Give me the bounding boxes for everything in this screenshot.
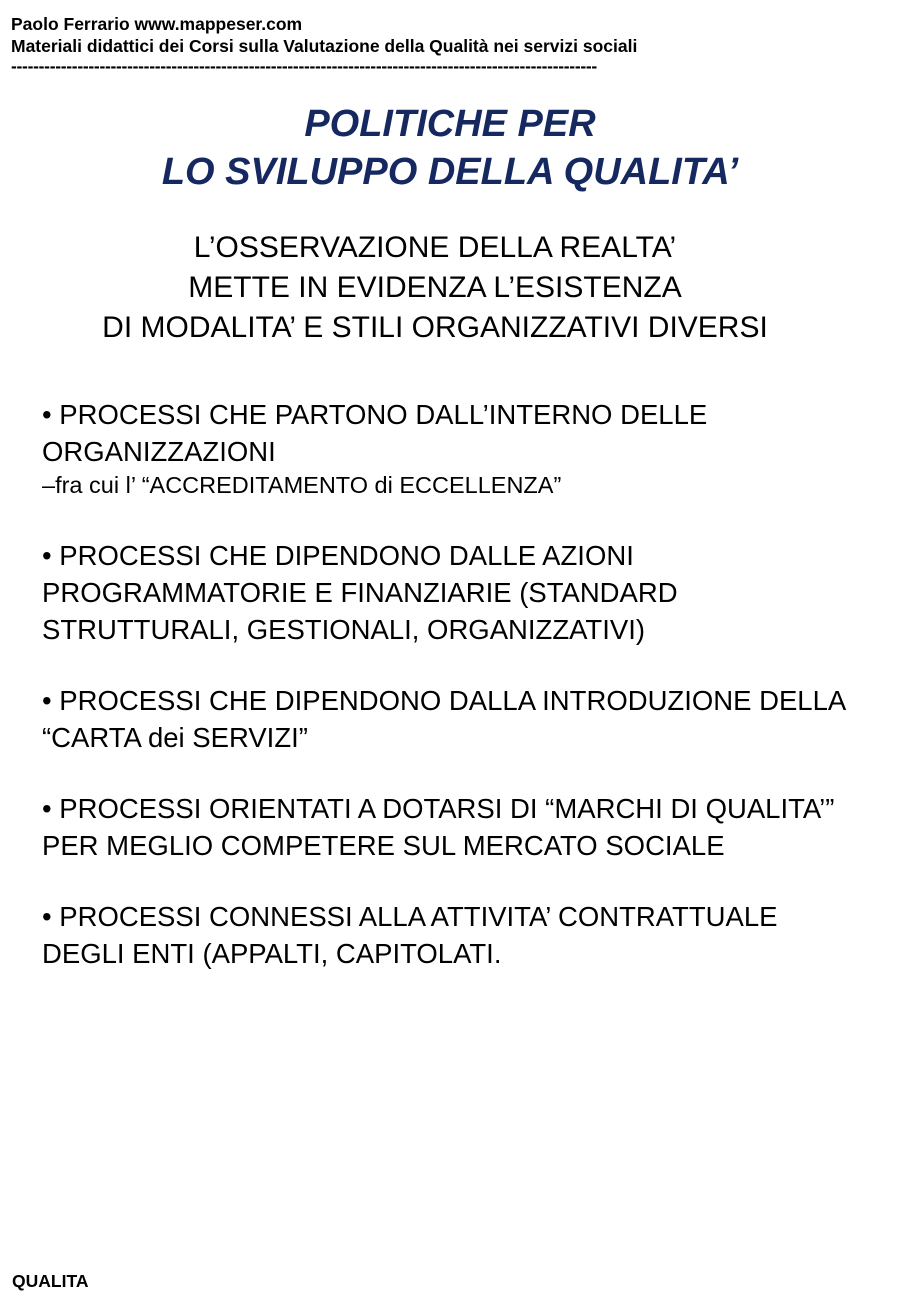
intro-line-3: DI MODALITA’ E STILI ORGANIZZATIVI DIVERSI — [102, 311, 768, 344]
title-line-2: LO SVILUPPO DELLA QUALITA’ — [161, 151, 739, 193]
bullet-item — [42, 898, 862, 972]
bullet-item — [42, 396, 862, 501]
header-separator: ---------------------------------------------------------------------------------------------------------- — [11, 57, 597, 75]
bullet-item — [42, 537, 862, 648]
title-line-1: POLITICHE PER — [304, 103, 596, 145]
bullet-text: • PROCESSI CHE DIPENDONO DALLA INTRODUZIONE DELLA “CARTA dei SERVIZI” — [42, 685, 845, 753]
header-author: Paolo Ferrario www.mappeser.com — [11, 14, 303, 34]
bullet-text: • PROCESSI CHE PARTONO DALL’INTERNO DELLE ORGANIZZAZIONI — [42, 399, 708, 467]
intro-line-2: METTE IN EVIDENZA L’ESISTENZA — [188, 271, 682, 304]
bullet-item — [42, 790, 862, 864]
bullet-text: • PROCESSI ORIENTATI A DOTARSI DI “MARCHI DI QUALITA’” PER MEGLIO COMPETERE SUL MERCATO SOCIALE — [42, 793, 835, 861]
bullet-item — [42, 682, 862, 756]
footer-label: QUALITA — [12, 1271, 89, 1291]
bullet-subtext: –fra cui l’ “ACCREDITAMENTO di ECCELLENZA” — [42, 472, 562, 498]
page-title — [0, 100, 900, 196]
bullet-text: • PROCESSI CHE DIPENDONO DALLE AZIONI PROGRAMMATORIE E FINANZIARIE (STANDARD STRUTTURALI, GESTIONALI, ORGANIZZATIVI) — [42, 540, 678, 645]
header-subtitle: Materiali didattici dei Corsi sulla Valutazione della Qualità nei servizi sociali — [11, 36, 638, 56]
intro-line-1: L’OSSERVAZIONE DELLA REALTA’ — [193, 231, 677, 264]
document-header — [11, 13, 891, 75]
bullet-list — [42, 396, 862, 972]
bullet-text: • PROCESSI CONNESSI ALLA ATTIVITA’ CONTRATTUALE DEGLI ENTI (APPALTI, CAPITOLATI. — [42, 901, 778, 969]
intro-statement — [0, 228, 870, 348]
